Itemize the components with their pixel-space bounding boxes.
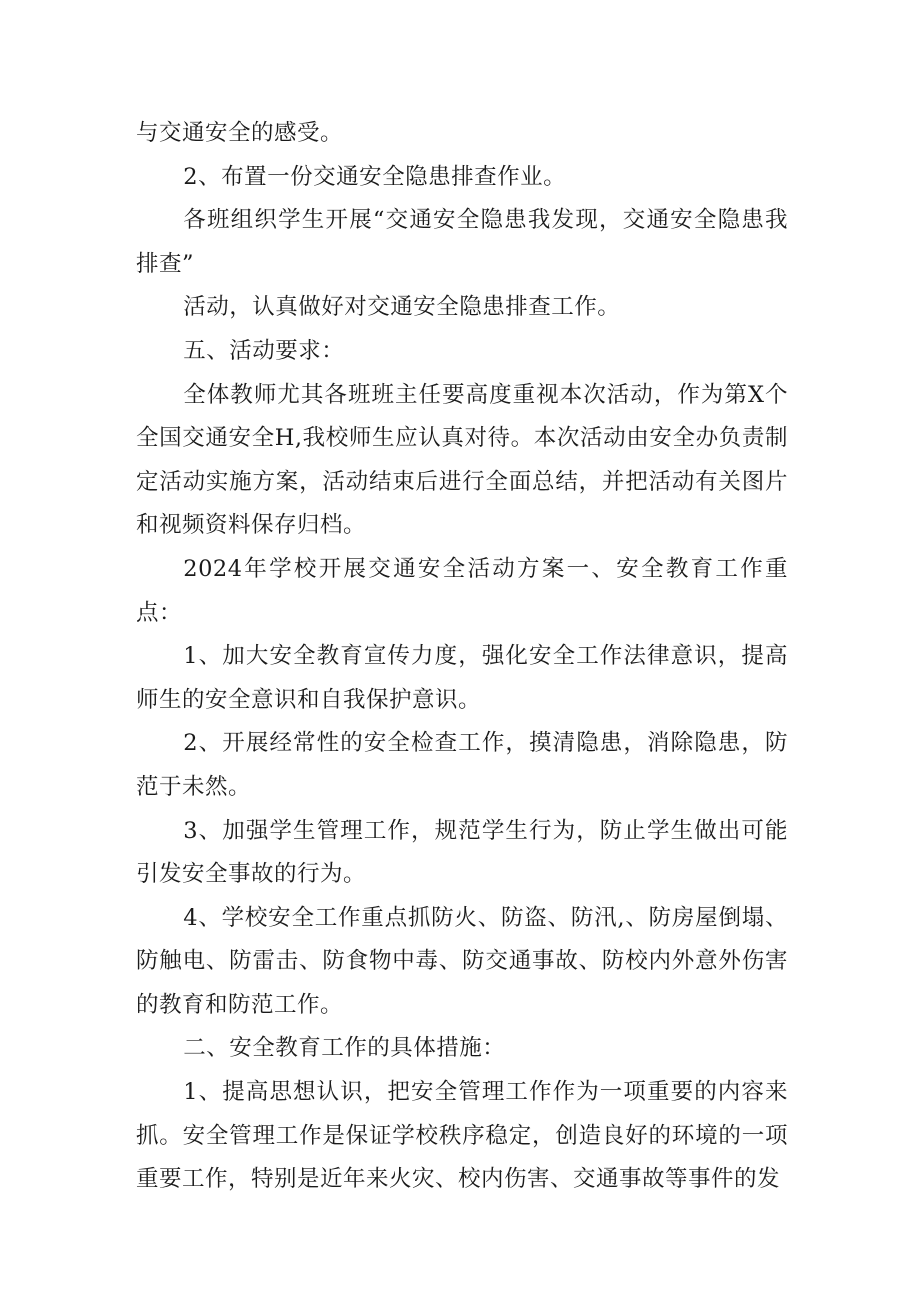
paragraph: 4、学校安全工作重点抓防火、防盗、防汛,、防房屋倒塌、防触电、防雷击、防食物中毒、防交通事故、防校内外意外伤害的教育和防范工作。 [136,904,788,1018]
paragraph: 2、布置一份交通安全隐患排查作业。 [183,163,567,190]
paragraph: 1、提高思想认识，把安全管理工作作为一项重要的内容来抓。安全管理工作是保证学校秩序稳定，创造良好的环境的一项重要工作，特别是近年来火灾、校内伤害、交通事故等事件的发 [136,1079,788,1193]
paragraph: 1、加大安全教育宣传力度，强化安全工作法律意识，提高师生的安全意识和自我保护意识。 [136,643,788,713]
paragraph: 2、开展经常性的安全检查工作，摸清隐患，消除隐患，防范于未然。 [136,730,788,800]
section-heading: 2024年学校开展交通安全活动方案一、安全教育工作重点： [136,555,788,626]
section-heading: 二、安全教育工作的具体措施： [183,1035,506,1062]
paragraph-continuation: 与交通安全的感受。 [136,120,344,146]
paragraph: 各班组织学生开展“交通安全隐患我发现，交通安全隐患我排查” [136,207,788,277]
paragraph: 活动，认真做好对交通安全隐患排查工作。 [183,294,621,321]
section-heading: 五、活动要求： [183,337,345,364]
paragraph: 全体教师尤其各班班主任要高度重视本次活动，作为第X个全国交通安全H,我校师生应认真对待。本次活动由安全办负责制定活动实施方案，活动结束后进行全面总结，并把活动有关图片和视频资料保存归档。 [136,381,788,539]
paragraph: 3、加强学生管理工作，规范学生行为，防止学生做出可能引发安全事故的行为。 [136,817,788,888]
document-body [136,112,788,1202]
